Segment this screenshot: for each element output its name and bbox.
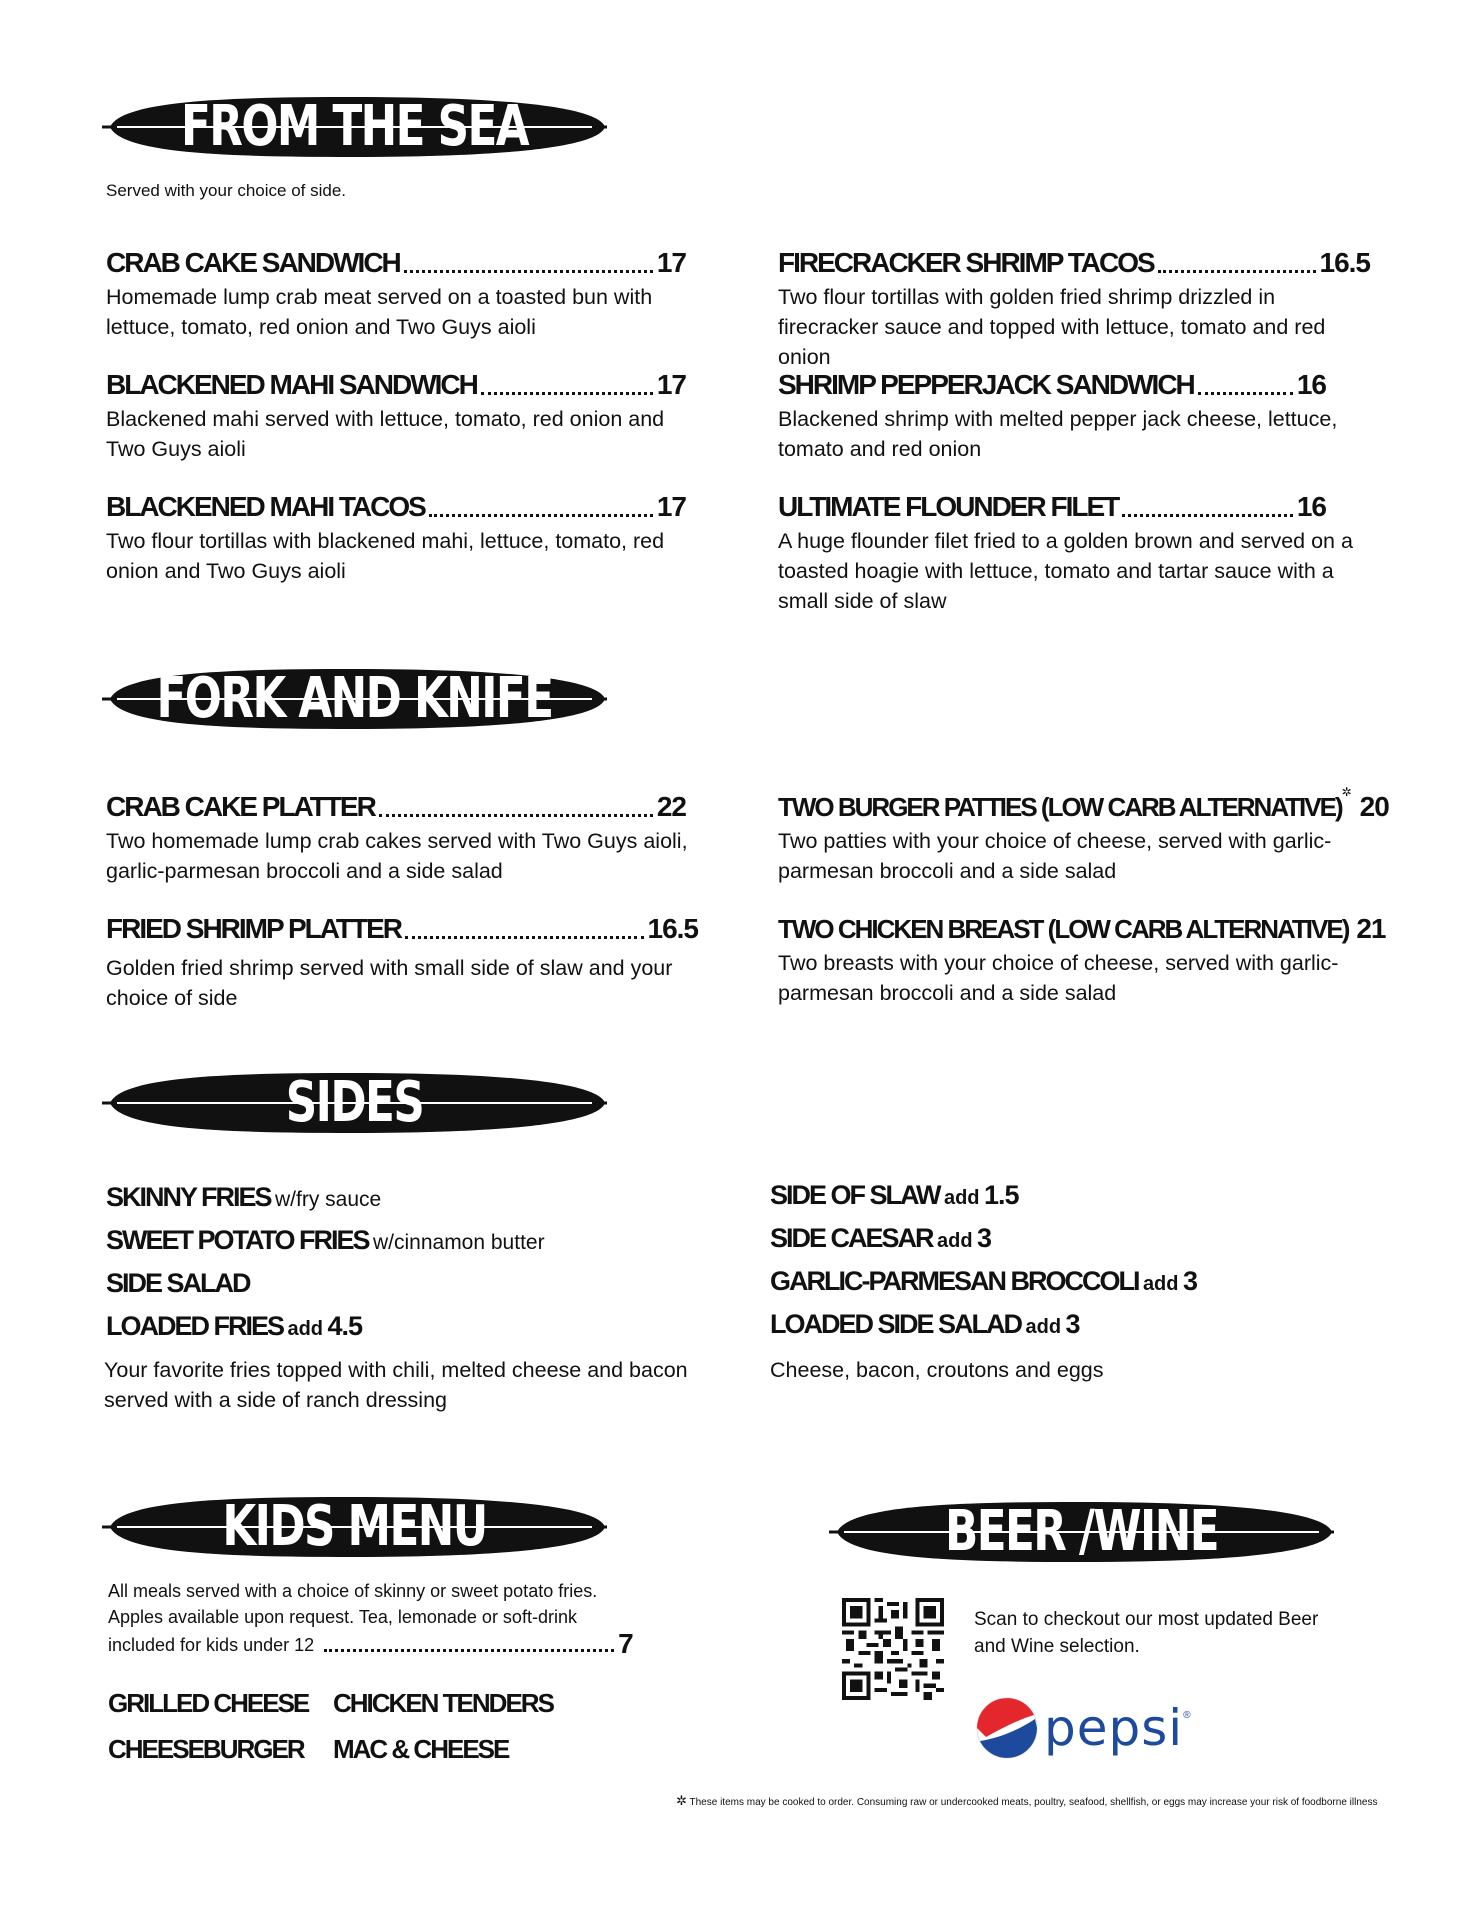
item-price: 16 xyxy=(1296,369,1326,400)
side-price: 3 xyxy=(977,1223,992,1253)
side-item xyxy=(770,1309,1080,1340)
pepsi-globe-icon xyxy=(976,1697,1038,1759)
menu-item-line xyxy=(778,785,1389,823)
kids-price: 7 xyxy=(618,1628,634,1659)
side-item xyxy=(106,1311,362,1342)
menu-item-line xyxy=(778,907,1386,945)
side-add: add xyxy=(287,1318,324,1340)
side-item xyxy=(106,1225,545,1256)
banner-beer-wine xyxy=(829,1492,1334,1572)
side-add: add xyxy=(1142,1273,1179,1295)
section-title: SIDES xyxy=(285,1070,424,1135)
side-item xyxy=(106,1182,381,1213)
qr-code[interactable] xyxy=(842,1598,944,1700)
side-name: LOADED FRIES xyxy=(106,1311,284,1341)
item-name: FIRECRACKER SHRIMP TACOS xyxy=(778,247,1154,278)
item-name: FRIED SHRIMP PLATTER xyxy=(106,913,401,944)
item-name: CRAB CAKE PLATTER xyxy=(106,791,375,822)
asterisk-icon: ✲ xyxy=(676,1793,687,1808)
side-price: 4.5 xyxy=(327,1311,363,1341)
side-price: 3 xyxy=(1065,1309,1080,1339)
brand-mark: ® xyxy=(1183,1710,1191,1721)
side-item xyxy=(770,1180,1019,1211)
side-name: LOADED SIDE SALAD xyxy=(770,1309,1022,1339)
kids-note xyxy=(108,1578,668,1658)
menu-item-line xyxy=(778,241,1370,279)
kids-note-line: included for kids under 12 xyxy=(108,1635,315,1655)
item-price: 21 xyxy=(1356,913,1386,944)
item-price: 17 xyxy=(656,491,686,522)
menu-item-line xyxy=(778,485,1326,523)
item-description: Your favorite fries topped with chili, melted cheese and bacon served with a side of ranch dressing xyxy=(104,1358,688,1412)
item-price: 20 xyxy=(1359,791,1389,822)
item-description: Two flour tortillas with golden fried shrimp drizzled in firecracker sauce and topped with lettuce, tomato and red onion xyxy=(778,285,1326,369)
side-item xyxy=(770,1266,1197,1297)
item-name: BLACKENED MAHI TACOS xyxy=(106,491,425,522)
banner-sides xyxy=(102,1063,607,1143)
dot-leader xyxy=(481,392,653,395)
pepsi-logo xyxy=(976,1696,1236,1760)
menu-item-line xyxy=(778,363,1326,401)
item-name: BLACKENED MAHI SANDWICH xyxy=(106,369,477,400)
qr-code-icon xyxy=(842,1598,944,1700)
item-description: Blackened mahi served with lettuce, tomato, red onion and Two Guys aioli xyxy=(106,407,665,461)
side-name: SKINNY FRIES xyxy=(106,1182,271,1212)
side-name: GARLIC-PARMESAN BROCCOLI xyxy=(770,1266,1139,1296)
menu-item-line xyxy=(106,363,686,401)
side-item xyxy=(770,1223,991,1254)
side-name: SWEET POTATO FRIES xyxy=(106,1225,369,1255)
scan-text: Scan to checkout our most updated Beer and Wine selection. xyxy=(974,1609,1319,1657)
item-name: TWO CHICKEN BREAST (LOW CARB ALTERNATIVE) xyxy=(778,914,1349,944)
kids-note-line: All meals served with a choice of skinny or sweet potato fries. xyxy=(108,1581,598,1601)
item-description: Two patties with your choice of cheese, served with garlic-parmesan broccoli and a side salad xyxy=(778,829,1332,883)
item-description: Blackened shrimp with melted pepper jack cheese, lettuce, tomato and red onion xyxy=(778,407,1338,461)
section-title: FORK AND KNIFE xyxy=(156,666,553,731)
item-description: A huge flounder filet fried to a golden brown and served on a toasted hoagie with lettuce, tomato and tartar sauce with a small side of slaw xyxy=(778,529,1353,613)
dot-leader xyxy=(1198,392,1293,395)
side-add: add xyxy=(936,1230,973,1252)
item-name: ULTIMATE FLOUNDER FILET xyxy=(778,491,1119,522)
banner-kids-menu xyxy=(102,1487,607,1567)
dot-leader xyxy=(324,1649,614,1652)
menu-item-line xyxy=(106,785,686,823)
menu-item-line xyxy=(106,241,686,279)
kids-item: GRILLED CHEESE xyxy=(108,1688,309,1718)
dot-leader xyxy=(1158,270,1316,273)
item-description: Two homemade lump crab cakes served with Two Guys aioli, garlic-parmesan broccoli and a side salad xyxy=(106,829,688,883)
dot-leader xyxy=(405,936,644,939)
item-name: CRAB CAKE SANDWICH xyxy=(106,247,400,278)
item-price: 16 xyxy=(1296,491,1326,522)
footnote xyxy=(676,1793,1377,1809)
dot-leader xyxy=(429,514,653,517)
side-add: add xyxy=(1025,1316,1062,1338)
side-add: add xyxy=(943,1187,980,1209)
item-description: Cheese, bacon, croutons and eggs xyxy=(770,1358,1104,1382)
kids-note-line: Apples available upon request. Tea, lemonade or soft-drink xyxy=(108,1607,577,1627)
brand-name: pepsi xyxy=(1044,1699,1184,1757)
asterisk-icon: ✲ xyxy=(1341,785,1352,799)
section-title: KIDS MENU xyxy=(222,1494,487,1559)
section-note: Served with your choice of side. xyxy=(106,181,347,200)
side-name: SIDE SALAD xyxy=(106,1268,250,1298)
side-extra: w/cinnamon butter xyxy=(372,1231,545,1254)
menu-item-line xyxy=(106,485,686,523)
item-name: SHRIMP PEPPERJACK SANDWICH xyxy=(778,369,1194,400)
item-description: Two breasts with your choice of cheese, served with garlic-parmesan broccoli and a side salad xyxy=(778,951,1339,1005)
item-price: 16.5 xyxy=(1319,247,1370,278)
dot-leader xyxy=(379,814,653,817)
kids-item: CHICKEN TENDERS xyxy=(333,1688,553,1718)
section-title: BEER /WINE xyxy=(945,1499,1218,1564)
banner-from-the-sea xyxy=(102,87,607,167)
item-price: 16.5 xyxy=(647,913,698,944)
item-name: TWO BURGER PATTIES (LOW CARB ALTERNATIVE) xyxy=(778,792,1342,822)
item-price: 17 xyxy=(656,369,686,400)
item-price: 22 xyxy=(656,791,686,822)
dot-leader xyxy=(1122,514,1293,517)
item-description: Golden fried shrimp served with small side of slaw and your choice of side xyxy=(106,956,673,1010)
side-item xyxy=(106,1268,250,1299)
item-description: Homemade lump crab meat served on a toasted bun with lettuce, tomato, red onion and Two Guys aioli xyxy=(106,285,653,339)
kids-price-line xyxy=(108,1630,668,1658)
kids-item: CHEESEBURGER xyxy=(108,1734,304,1764)
menu-item-line xyxy=(106,907,698,945)
side-name: SIDE CAESAR xyxy=(770,1223,933,1253)
dot-leader xyxy=(404,270,653,273)
side-extra: w/fry sauce xyxy=(275,1188,382,1211)
item-price: 17 xyxy=(656,247,686,278)
side-price: 1.5 xyxy=(983,1180,1019,1210)
section-title: FROM THE SEA xyxy=(180,94,529,159)
kids-item: MAC & CHEESE xyxy=(333,1734,509,1764)
side-name: SIDE OF SLAW xyxy=(770,1180,940,1210)
footnote-text: These items may be cooked to order. Consuming raw or undercooked meats, poultry, seafood, shellfish, or eggs may increase your risk of foodborne illness xyxy=(689,1797,1378,1808)
item-description: Two flour tortillas with blackened mahi, lettuce, tomato, red onion and Two Guys aioli xyxy=(106,529,665,583)
side-price: 3 xyxy=(1182,1266,1197,1296)
banner-fork-and-knife xyxy=(102,659,607,739)
